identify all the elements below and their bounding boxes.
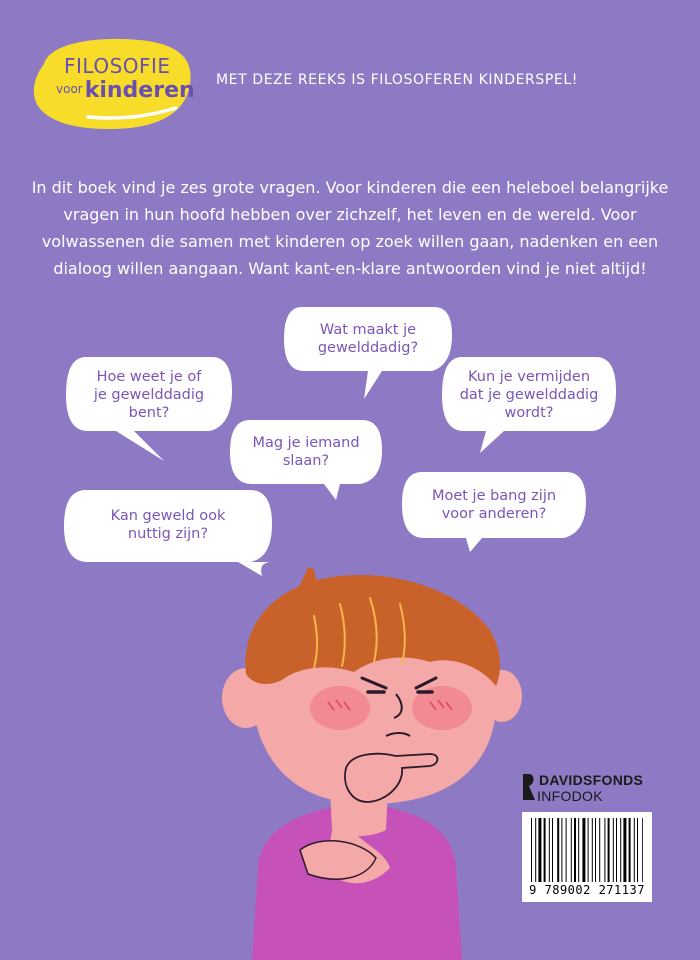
question-text: Kun je vermijden dat je gewelddadig wordt? [459,369,599,421]
barcode-bar [561,818,562,882]
thinking-boy-illustration [190,568,530,960]
publisher-mark-icon [523,774,535,800]
barcode-bar [574,818,576,882]
publisher-imprint: INFODOK [537,788,603,804]
logo-line-filosofie: FILOSOFIE [64,54,171,78]
barcode-bar [599,818,600,882]
question-text: Moet je bang zijn voor anderen? [431,488,557,522]
barcode-bar [623,818,626,882]
barcode-bar [620,818,621,882]
barcode-bar [604,818,605,882]
series-logo [30,34,195,132]
barcode-bars [531,818,643,882]
barcode-bar [613,818,614,882]
intro-paragraph: In dit boek vind je zes grote vragen. Voor kinderen die een heleboel belangrijke vragen in hun hoofd hebben over zichzelf, het leven en de wereld. Voor volwassenen die samen met kinderen op zoek willen gaan, nadenken en een dialoog willen aangaan. Want kant-en-klare antwoorden vind je niet altijd! [31,178,669,278]
isbn-number: 9 789002 271137 [529,883,645,897]
barcode-bar [616,818,617,882]
speech-bubble-3 [440,355,618,447]
barcode-bar [592,818,593,882]
barcode-bar [629,818,631,882]
barcode-bar [637,818,638,882]
publisher-logo [523,771,673,805]
speech-bubble-1 [282,305,454,393]
speech-bubble-5 [400,470,588,542]
question-text: Hoe weet je of je gewelddadig bent? [93,369,205,421]
series-tagline: MET DEZE REEKS IS FILOSOFEREN KINDERSPEL! [216,72,578,88]
question-text: Mag je iemand slaan? [252,435,360,469]
logo-word-kinderen: kinderen [84,78,195,103]
question-text: Wat maakt je gewelddadig? [317,322,419,356]
barcode-bar [557,818,559,882]
publisher-name: DAVIDSFONDS [539,772,644,788]
speech-bubble-6 [62,488,274,570]
barcode-bar [549,818,550,882]
barcode-bar [634,818,635,882]
speech-bubble-4 [228,418,384,490]
barcode [522,812,652,902]
barcode-bar [544,818,546,882]
barcode-bar [538,818,541,882]
barcode-bar [595,818,596,882]
barcode-bar [578,818,579,882]
speech-bubble-2 [64,355,234,447]
barcode-bar [535,818,536,882]
barcode-bar [552,818,553,882]
barcode-bar [582,818,585,882]
barcode-bar [588,818,589,882]
question-text: Kan geweld ook nuttig zijn? [110,508,226,542]
barcode-bar [642,818,643,882]
left-cheek [310,686,370,730]
barcode-bar [571,818,572,882]
logo-word-voor: voor [56,82,83,96]
barcode-bar [531,818,532,882]
barcode-bar [566,818,567,882]
barcode-bar [608,818,610,882]
logo-line-voor-kinderen [56,78,195,103]
